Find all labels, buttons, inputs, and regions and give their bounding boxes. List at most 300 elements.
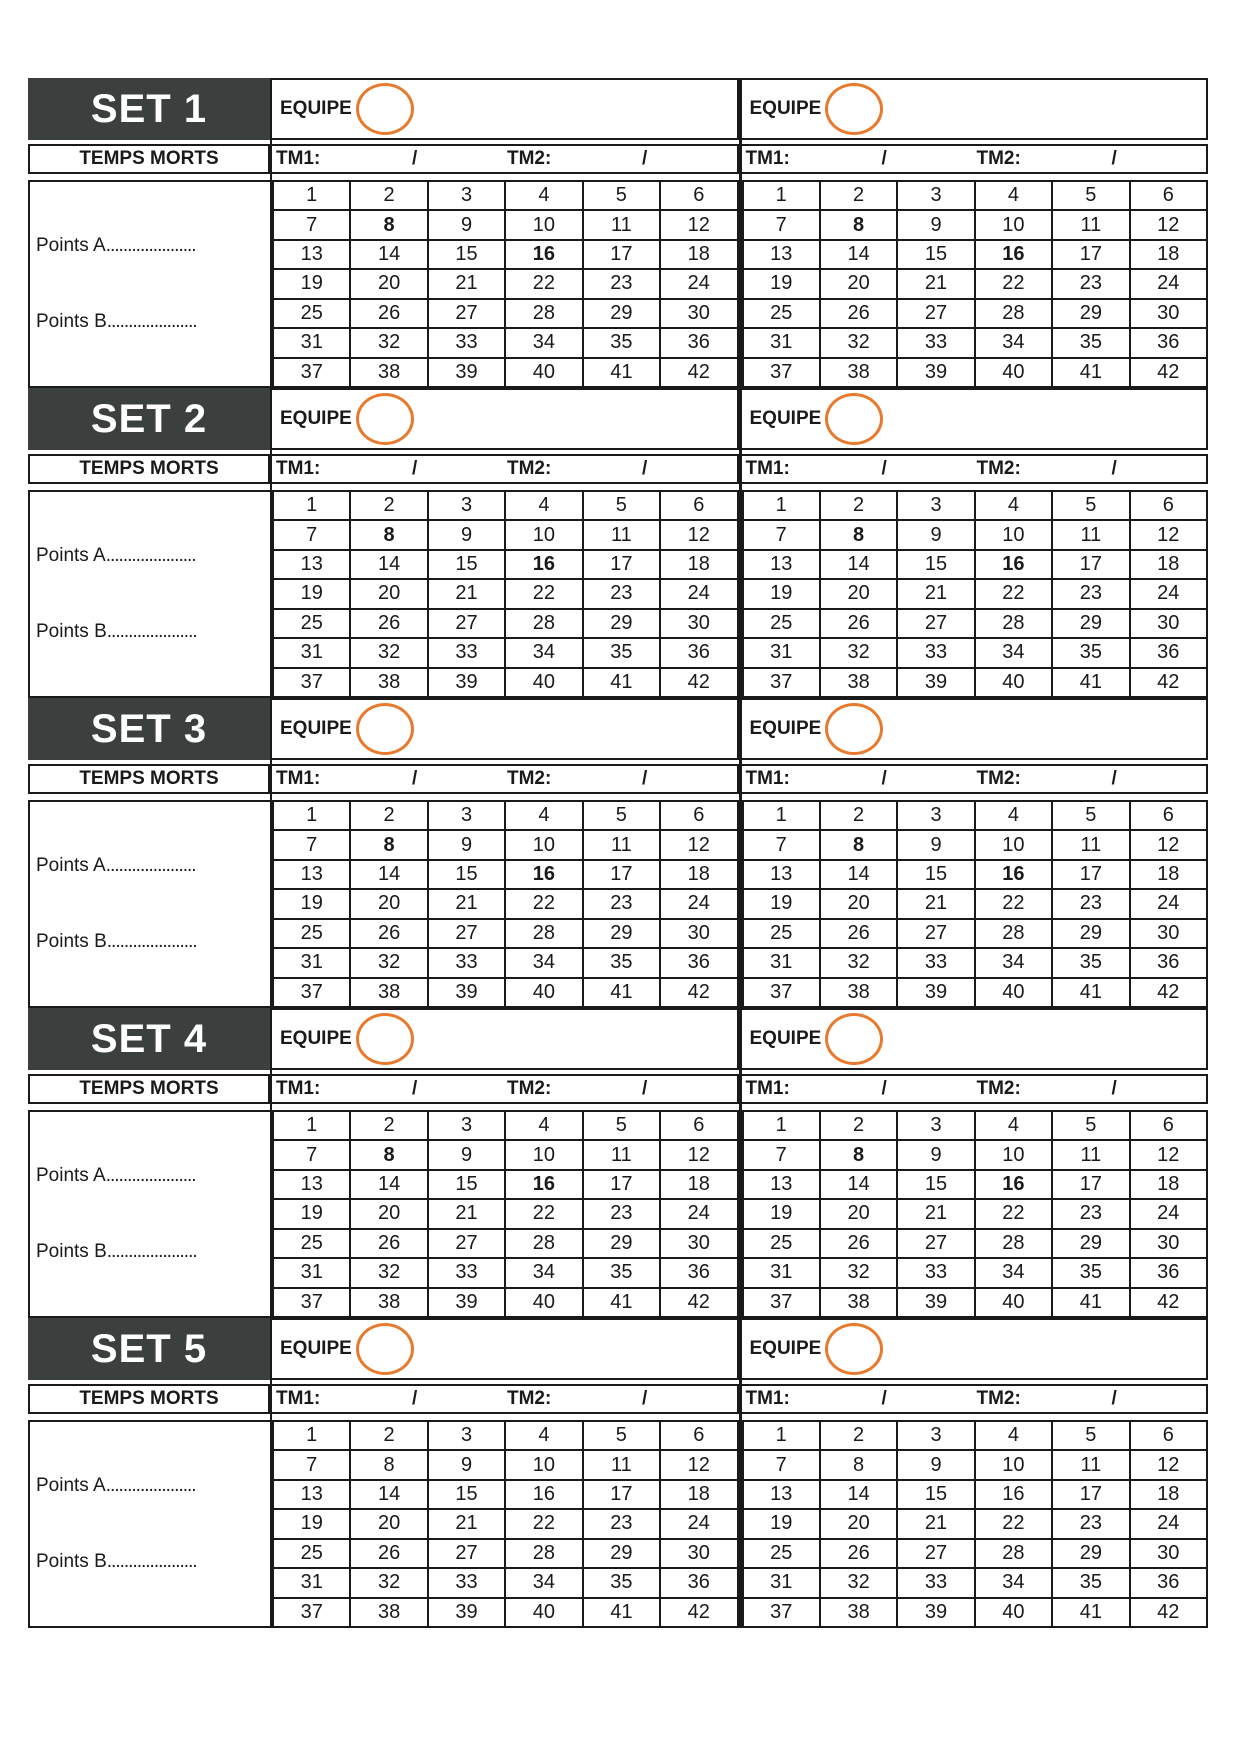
point-cell[interactable]: 35 — [583, 328, 660, 357]
point-cell[interactable]: 21 — [428, 1509, 505, 1538]
point-cell[interactable]: 2 — [350, 1421, 427, 1450]
point-cell[interactable]: 10 — [505, 1140, 582, 1169]
point-cell[interactable]: 17 — [1052, 550, 1129, 579]
point-cell[interactable]: 42 — [1130, 978, 1207, 1007]
point-cell[interactable]: 14 — [350, 1480, 427, 1509]
point-cell[interactable]: 33 — [897, 328, 974, 357]
point-cell[interactable]: 21 — [428, 889, 505, 918]
point-cell[interactable]: 32 — [350, 1258, 427, 1287]
timeout-row[interactable] — [742, 144, 1209, 174]
point-cell[interactable]: 15 — [428, 550, 505, 579]
point-cell[interactable]: 41 — [1052, 978, 1129, 1007]
point-cell[interactable]: 15 — [428, 240, 505, 269]
point-cell[interactable]: 1 — [743, 801, 820, 830]
point-cell[interactable]: 20 — [350, 579, 427, 608]
point-cell[interactable]: 33 — [897, 1568, 974, 1597]
point-cell[interactable]: 42 — [660, 978, 737, 1007]
point-cell[interactable]: 19 — [273, 889, 350, 918]
point-cell[interactable]: 13 — [273, 1170, 350, 1199]
point-cell[interactable]: 31 — [743, 328, 820, 357]
point-cell[interactable]: 33 — [428, 1568, 505, 1597]
point-cell[interactable]: 18 — [1130, 1480, 1207, 1509]
point-cell[interactable]: 3 — [897, 1111, 974, 1140]
point-cell[interactable]: 40 — [975, 358, 1052, 387]
point-cell[interactable]: 23 — [583, 269, 660, 298]
point-cell[interactable]: 30 — [660, 299, 737, 328]
equipe-row[interactable] — [272, 78, 739, 140]
point-cell[interactable]: 3 — [428, 181, 505, 210]
point-cell[interactable]: 2 — [820, 1421, 897, 1450]
point-cell[interactable]: 13 — [273, 860, 350, 889]
point-cell[interactable]: 27 — [897, 1539, 974, 1568]
point-cell[interactable]: 3 — [428, 801, 505, 830]
point-cell[interactable]: 24 — [660, 579, 737, 608]
point-cell[interactable]: 20 — [820, 579, 897, 608]
point-cell[interactable]: 11 — [1052, 1450, 1129, 1479]
point-cell[interactable]: 41 — [1052, 1598, 1129, 1627]
point-cell[interactable]: 24 — [660, 1199, 737, 1228]
point-cell[interactable]: 25 — [273, 919, 350, 948]
point-cell[interactable]: 39 — [897, 978, 974, 1007]
point-cell[interactable]: 32 — [350, 638, 427, 667]
point-cell[interactable]: 24 — [1130, 579, 1207, 608]
point-cell[interactable]: 20 — [350, 889, 427, 918]
point-cell[interactable]: 18 — [1130, 860, 1207, 889]
point-cell[interactable]: 42 — [1130, 358, 1207, 387]
point-cell[interactable]: 42 — [660, 668, 737, 697]
point-cell[interactable]: 2 — [350, 801, 427, 830]
point-cell[interactable]: 36 — [660, 638, 737, 667]
point-cell[interactable]: 5 — [1052, 181, 1129, 210]
point-cell[interactable]: 30 — [1130, 1539, 1207, 1568]
point-cell[interactable]: 40 — [505, 358, 582, 387]
point-cell[interactable]: 22 — [505, 1509, 582, 1538]
point-cell[interactable]: 14 — [820, 1170, 897, 1199]
point-cell[interactable]: 40 — [505, 1288, 582, 1317]
point-cell[interactable]: 41 — [583, 978, 660, 1007]
points-a-line[interactable] — [36, 1165, 270, 1187]
point-cell[interactable]: 41 — [583, 358, 660, 387]
point-cell[interactable]: 30 — [660, 1229, 737, 1258]
point-cell[interactable]: 27 — [897, 1229, 974, 1258]
point-cell[interactable]: 4 — [975, 801, 1052, 830]
point-cell[interactable]: 3 — [897, 181, 974, 210]
point-cell[interactable]: 1 — [273, 1111, 350, 1140]
point-cell[interactable]: 41 — [1052, 668, 1129, 697]
point-cell[interactable]: 29 — [1052, 919, 1129, 948]
point-cell[interactable]: 16 — [505, 1480, 582, 1509]
point-cell[interactable]: 2 — [820, 491, 897, 520]
point-cell[interactable]: 4 — [975, 1111, 1052, 1140]
point-cell[interactable]: 37 — [273, 978, 350, 1007]
point-cell[interactable]: 38 — [820, 358, 897, 387]
point-cell[interactable]: 22 — [975, 889, 1052, 918]
point-cell[interactable]: 33 — [897, 948, 974, 977]
point-cell[interactable]: 2 — [820, 181, 897, 210]
point-cell[interactable]: 17 — [583, 1170, 660, 1199]
point-cell[interactable]: 41 — [1052, 358, 1129, 387]
point-cell[interactable]: 10 — [505, 210, 582, 239]
point-cell[interactable]: 8 — [820, 520, 897, 549]
equipe-row[interactable] — [272, 1008, 739, 1070]
point-cell[interactable]: 28 — [505, 1539, 582, 1568]
point-cell[interactable]: 2 — [350, 181, 427, 210]
team-circle[interactable] — [825, 1323, 883, 1375]
point-cell[interactable]: 6 — [660, 801, 737, 830]
point-cell[interactable]: 18 — [660, 1480, 737, 1509]
point-cell[interactable]: 9 — [428, 520, 505, 549]
timeout-row[interactable] — [742, 454, 1209, 484]
point-cell[interactable]: 9 — [428, 1450, 505, 1479]
point-cell[interactable]: 15 — [428, 860, 505, 889]
point-cell[interactable]: 34 — [505, 1568, 582, 1597]
point-cell[interactable]: 20 — [820, 1199, 897, 1228]
point-cell[interactable]: 30 — [1130, 919, 1207, 948]
point-cell[interactable]: 36 — [1130, 638, 1207, 667]
point-cell[interactable]: 11 — [583, 520, 660, 549]
point-cell[interactable]: 22 — [975, 1509, 1052, 1538]
point-cell[interactable]: 14 — [820, 860, 897, 889]
point-cell[interactable]: 36 — [660, 948, 737, 977]
point-cell[interactable]: 15 — [428, 1480, 505, 1509]
point-cell[interactable]: 28 — [975, 609, 1052, 638]
point-cell[interactable]: 34 — [975, 1258, 1052, 1287]
point-cell[interactable]: 30 — [660, 609, 737, 638]
point-cell[interactable]: 14 — [820, 1480, 897, 1509]
point-cell[interactable]: 30 — [660, 1539, 737, 1568]
point-cell[interactable]: 1 — [273, 181, 350, 210]
point-cell[interactable]: 7 — [273, 520, 350, 549]
point-cell[interactable]: 12 — [1130, 1450, 1207, 1479]
point-cell[interactable]: 30 — [1130, 1229, 1207, 1258]
point-cell[interactable]: 6 — [660, 1111, 737, 1140]
point-cell[interactable]: 19 — [743, 1509, 820, 1538]
point-cell[interactable]: 22 — [505, 579, 582, 608]
point-cell[interactable]: 33 — [428, 328, 505, 357]
point-cell[interactable]: 11 — [1052, 830, 1129, 859]
point-cell[interactable]: 33 — [428, 1258, 505, 1287]
point-cell[interactable]: 9 — [897, 1450, 974, 1479]
point-cell[interactable]: 27 — [897, 919, 974, 948]
point-cell[interactable]: 23 — [583, 1199, 660, 1228]
point-cell[interactable]: 5 — [583, 1421, 660, 1450]
point-cell[interactable]: 5 — [583, 801, 660, 830]
point-cell[interactable]: 13 — [743, 240, 820, 269]
point-cell[interactable]: 27 — [428, 1229, 505, 1258]
point-cell[interactable]: 9 — [897, 830, 974, 859]
point-cell[interactable]: 13 — [743, 1480, 820, 1509]
point-cell[interactable]: 39 — [897, 668, 974, 697]
point-cell[interactable]: 2 — [820, 801, 897, 830]
timeout-row[interactable] — [742, 1384, 1209, 1414]
point-cell[interactable]: 11 — [583, 1140, 660, 1169]
point-cell[interactable]: 28 — [505, 1229, 582, 1258]
point-cell[interactable]: 4 — [975, 181, 1052, 210]
point-cell[interactable]: 24 — [1130, 1199, 1207, 1228]
point-cell[interactable]: 21 — [897, 269, 974, 298]
point-cell[interactable]: 40 — [505, 978, 582, 1007]
point-cell[interactable]: 9 — [428, 830, 505, 859]
point-cell[interactable]: 4 — [975, 1421, 1052, 1450]
point-cell[interactable]: 11 — [1052, 210, 1129, 239]
point-cell[interactable]: 25 — [743, 919, 820, 948]
point-cell[interactable]: 26 — [350, 609, 427, 638]
point-cell[interactable]: 6 — [1130, 491, 1207, 520]
point-cell[interactable]: 16 — [505, 240, 582, 269]
point-cell[interactable]: 16 — [975, 1480, 1052, 1509]
point-cell[interactable]: 2 — [820, 1111, 897, 1140]
point-cell[interactable]: 39 — [428, 358, 505, 387]
point-cell[interactable]: 26 — [820, 609, 897, 638]
point-cell[interactable]: 21 — [428, 269, 505, 298]
point-cell[interactable]: 16 — [975, 550, 1052, 579]
point-cell[interactable]: 23 — [583, 579, 660, 608]
point-cell[interactable]: 20 — [820, 269, 897, 298]
point-cell[interactable]: 19 — [743, 889, 820, 918]
point-cell[interactable]: 18 — [660, 1170, 737, 1199]
point-cell[interactable]: 26 — [350, 1229, 427, 1258]
point-cell[interactable]: 11 — [1052, 1140, 1129, 1169]
point-cell[interactable]: 12 — [660, 1140, 737, 1169]
point-cell[interactable]: 15 — [897, 1170, 974, 1199]
point-cell[interactable]: 36 — [1130, 1258, 1207, 1287]
point-cell[interactable]: 5 — [583, 1111, 660, 1140]
point-cell[interactable]: 10 — [505, 830, 582, 859]
point-cell[interactable]: 37 — [743, 1288, 820, 1317]
point-cell[interactable]: 34 — [505, 948, 582, 977]
point-cell[interactable]: 39 — [897, 1288, 974, 1317]
point-cell[interactable]: 5 — [1052, 1111, 1129, 1140]
point-cell[interactable]: 42 — [660, 358, 737, 387]
point-cell[interactable]: 12 — [660, 1450, 737, 1479]
point-cell[interactable]: 23 — [583, 1509, 660, 1538]
point-cell[interactable]: 26 — [820, 1229, 897, 1258]
point-cell[interactable]: 38 — [820, 1288, 897, 1317]
point-cell[interactable]: 12 — [1130, 1140, 1207, 1169]
point-cell[interactable]: 31 — [273, 638, 350, 667]
point-cell[interactable]: 40 — [505, 1598, 582, 1627]
point-cell[interactable]: 33 — [428, 948, 505, 977]
point-cell[interactable]: 17 — [1052, 860, 1129, 889]
point-cell[interactable]: 24 — [660, 1509, 737, 1538]
point-cell[interactable]: 17 — [583, 240, 660, 269]
point-cell[interactable]: 23 — [1052, 579, 1129, 608]
point-cell[interactable]: 30 — [1130, 609, 1207, 638]
point-cell[interactable]: 20 — [350, 269, 427, 298]
point-cell[interactable]: 10 — [505, 520, 582, 549]
point-cell[interactable]: 41 — [583, 668, 660, 697]
point-cell[interactable]: 40 — [505, 668, 582, 697]
point-cell[interactable]: 2 — [350, 1111, 427, 1140]
point-cell[interactable]: 35 — [583, 638, 660, 667]
point-cell[interactable]: 42 — [660, 1598, 737, 1627]
point-cell[interactable]: 31 — [273, 1258, 350, 1287]
point-cell[interactable]: 34 — [975, 948, 1052, 977]
point-cell[interactable]: 18 — [660, 550, 737, 579]
point-cell[interactable]: 7 — [273, 1140, 350, 1169]
point-cell[interactable]: 22 — [975, 1199, 1052, 1228]
point-cell[interactable]: 14 — [350, 240, 427, 269]
point-cell[interactable]: 4 — [975, 491, 1052, 520]
point-cell[interactable]: 29 — [583, 1539, 660, 1568]
point-cell[interactable]: 25 — [273, 1539, 350, 1568]
point-cell[interactable]: 9 — [897, 1140, 974, 1169]
point-cell[interactable]: 6 — [660, 1421, 737, 1450]
point-cell[interactable]: 10 — [505, 1450, 582, 1479]
timeout-row[interactable] — [742, 1074, 1209, 1104]
point-cell[interactable]: 27 — [897, 609, 974, 638]
point-cell[interactable]: 7 — [743, 830, 820, 859]
point-cell[interactable]: 21 — [897, 889, 974, 918]
point-cell[interactable]: 30 — [660, 919, 737, 948]
point-cell[interactable]: 15 — [428, 1170, 505, 1199]
point-cell[interactable]: 28 — [505, 919, 582, 948]
point-cell[interactable]: 4 — [505, 491, 582, 520]
point-cell[interactable]: 3 — [897, 491, 974, 520]
point-cell[interactable]: 6 — [660, 181, 737, 210]
point-cell[interactable]: 1 — [743, 1111, 820, 1140]
point-cell[interactable]: 19 — [273, 579, 350, 608]
point-cell[interactable]: 31 — [743, 948, 820, 977]
team-circle[interactable] — [356, 1013, 414, 1065]
point-cell[interactable]: 29 — [583, 299, 660, 328]
team-circle[interactable] — [825, 703, 883, 755]
points-a-line[interactable] — [36, 1475, 270, 1497]
point-cell[interactable]: 36 — [1130, 948, 1207, 977]
point-cell[interactable]: 28 — [975, 919, 1052, 948]
point-cell[interactable]: 36 — [1130, 328, 1207, 357]
point-cell[interactable]: 25 — [743, 1229, 820, 1258]
point-cell[interactable]: 40 — [975, 1288, 1052, 1317]
point-cell[interactable]: 27 — [428, 299, 505, 328]
point-cell[interactable]: 9 — [428, 1140, 505, 1169]
equipe-row[interactable] — [272, 1318, 739, 1380]
point-cell[interactable]: 29 — [1052, 609, 1129, 638]
point-cell[interactable]: 42 — [1130, 1288, 1207, 1317]
point-cell[interactable]: 29 — [583, 1229, 660, 1258]
point-cell[interactable]: 18 — [660, 860, 737, 889]
point-cell[interactable]: 7 — [743, 210, 820, 239]
point-cell[interactable]: 39 — [428, 1598, 505, 1627]
point-cell[interactable]: 28 — [975, 1229, 1052, 1258]
point-cell[interactable]: 38 — [350, 978, 427, 1007]
point-cell[interactable]: 22 — [505, 889, 582, 918]
point-cell[interactable]: 17 — [583, 860, 660, 889]
point-cell[interactable]: 8 — [350, 830, 427, 859]
point-cell[interactable]: 9 — [428, 210, 505, 239]
point-cell[interactable]: 4 — [505, 1421, 582, 1450]
point-cell[interactable]: 24 — [1130, 269, 1207, 298]
timeout-row[interactable] — [742, 764, 1209, 794]
point-cell[interactable]: 37 — [273, 358, 350, 387]
point-cell[interactable]: 31 — [273, 1568, 350, 1597]
point-cell[interactable]: 26 — [820, 1539, 897, 1568]
point-cell[interactable]: 9 — [897, 210, 974, 239]
point-cell[interactable]: 5 — [583, 491, 660, 520]
point-cell[interactable]: 5 — [1052, 801, 1129, 830]
point-cell[interactable]: 42 — [660, 1288, 737, 1317]
point-cell[interactable]: 35 — [583, 1568, 660, 1597]
point-cell[interactable]: 10 — [975, 830, 1052, 859]
point-cell[interactable]: 31 — [743, 1568, 820, 1597]
point-cell[interactable]: 17 — [583, 550, 660, 579]
team-circle[interactable] — [356, 393, 414, 445]
point-cell[interactable]: 5 — [583, 181, 660, 210]
point-cell[interactable]: 7 — [743, 1140, 820, 1169]
equipe-row[interactable] — [742, 698, 1209, 760]
point-cell[interactable]: 1 — [743, 1421, 820, 1450]
point-cell[interactable]: 7 — [273, 1450, 350, 1479]
point-cell[interactable]: 6 — [1130, 181, 1207, 210]
point-cell[interactable]: 1 — [273, 801, 350, 830]
point-cell[interactable]: 27 — [428, 919, 505, 948]
point-cell[interactable]: 13 — [743, 1170, 820, 1199]
point-cell[interactable]: 1 — [743, 181, 820, 210]
point-cell[interactable]: 12 — [660, 830, 737, 859]
point-cell[interactable]: 32 — [820, 1568, 897, 1597]
point-cell[interactable]: 11 — [1052, 520, 1129, 549]
point-cell[interactable]: 41 — [583, 1288, 660, 1317]
point-cell[interactable]: 29 — [1052, 1229, 1129, 1258]
point-cell[interactable]: 21 — [897, 1509, 974, 1538]
point-cell[interactable]: 17 — [1052, 240, 1129, 269]
point-cell[interactable]: 38 — [350, 668, 427, 697]
point-cell[interactable]: 28 — [505, 609, 582, 638]
point-cell[interactable]: 34 — [975, 1568, 1052, 1597]
point-cell[interactable]: 36 — [1130, 1568, 1207, 1597]
point-cell[interactable]: 26 — [350, 919, 427, 948]
point-cell[interactable]: 28 — [975, 299, 1052, 328]
point-cell[interactable]: 35 — [1052, 948, 1129, 977]
point-cell[interactable]: 38 — [350, 358, 427, 387]
point-cell[interactable]: 32 — [820, 948, 897, 977]
point-cell[interactable]: 14 — [350, 1170, 427, 1199]
point-cell[interactable]: 11 — [583, 210, 660, 239]
point-cell[interactable]: 36 — [660, 1258, 737, 1287]
points-b-line[interactable] — [36, 311, 270, 333]
point-cell[interactable]: 10 — [975, 210, 1052, 239]
point-cell[interactable]: 14 — [350, 550, 427, 579]
point-cell[interactable]: 28 — [975, 1539, 1052, 1568]
point-cell[interactable]: 38 — [820, 1598, 897, 1627]
point-cell[interactable]: 25 — [273, 609, 350, 638]
point-cell[interactable]: 27 — [428, 1539, 505, 1568]
point-cell[interactable]: 37 — [273, 1288, 350, 1317]
point-cell[interactable]: 23 — [1052, 889, 1129, 918]
point-cell[interactable]: 12 — [660, 210, 737, 239]
point-cell[interactable]: 33 — [428, 638, 505, 667]
point-cell[interactable]: 4 — [505, 181, 582, 210]
point-cell[interactable]: 18 — [660, 240, 737, 269]
point-cell[interactable]: 32 — [820, 1258, 897, 1287]
point-cell[interactable]: 31 — [273, 328, 350, 357]
equipe-row[interactable] — [742, 388, 1209, 450]
point-cell[interactable]: 3 — [897, 801, 974, 830]
point-cell[interactable]: 12 — [1130, 830, 1207, 859]
point-cell[interactable]: 6 — [1130, 801, 1207, 830]
point-cell[interactable]: 11 — [583, 1450, 660, 1479]
point-cell[interactable]: 3 — [897, 1421, 974, 1450]
point-cell[interactable]: 20 — [350, 1199, 427, 1228]
point-cell[interactable]: 39 — [428, 1288, 505, 1317]
point-cell[interactable]: 19 — [743, 579, 820, 608]
point-cell[interactable]: 32 — [820, 638, 897, 667]
point-cell[interactable]: 20 — [820, 1509, 897, 1538]
point-cell[interactable]: 16 — [505, 1170, 582, 1199]
point-cell[interactable]: 37 — [273, 668, 350, 697]
point-cell[interactable]: 34 — [975, 328, 1052, 357]
point-cell[interactable]: 25 — [743, 299, 820, 328]
